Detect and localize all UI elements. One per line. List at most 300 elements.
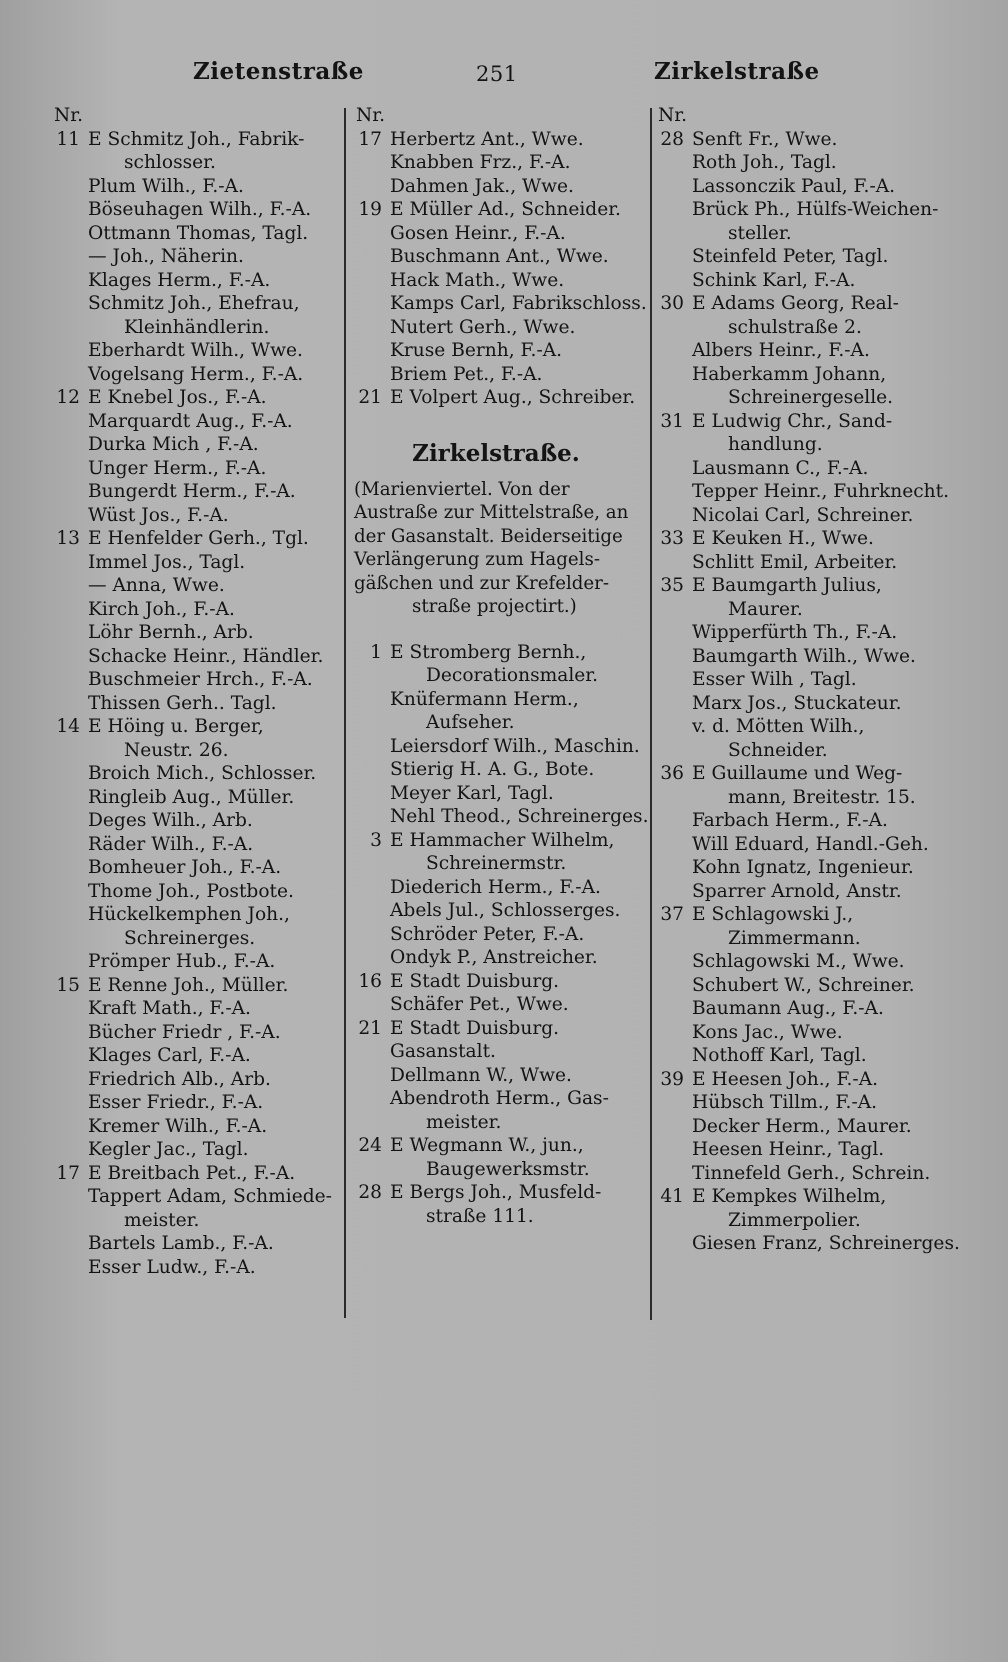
entry-text: Schäfer Pet., Wwe. — [390, 994, 569, 1015]
entry-text: Meyer Karl, Tagl. — [390, 782, 554, 804]
entry-text: E Schmitz Joh., Fabrik- — [88, 128, 305, 150]
house-number: 33 — [660, 528, 684, 549]
directory-entry-line — [652, 386, 948, 410]
entry-text: Hückelkemphen Joh., — [88, 904, 290, 925]
house-number: 39 — [660, 1068, 684, 1090]
entry-text: Löhr Bernh., Arb. — [88, 622, 254, 643]
entry-text: Thome Joh., Postbote. — [88, 880, 294, 902]
directory-entry-line — [48, 151, 338, 175]
spacer — [350, 619, 642, 641]
directory-entry-line — [350, 1205, 642, 1229]
directory-entry-line — [48, 1138, 338, 1162]
directory-entry-line — [350, 993, 642, 1017]
entry-continuation: Schreinermstr. — [426, 853, 567, 874]
directory-entry-line — [652, 198, 948, 222]
directory-entry-line — [48, 316, 338, 340]
directory-entry-line — [652, 762, 948, 786]
directory-entry-line — [652, 856, 948, 880]
directory-entry-line — [48, 1232, 338, 1256]
description-line: gäßchen und zur Krefelder- — [354, 572, 610, 594]
entry-text: Nutert Gerh., Wwe. — [390, 316, 576, 338]
entry-text: Schlitt Emil, Arbeiter. — [692, 551, 898, 573]
directory-entry-line — [652, 809, 948, 833]
directory-entry-line — [350, 386, 642, 410]
nr-label: Nr. — [54, 105, 84, 126]
entry-text: E Knebel Jos., F.-A. — [88, 387, 267, 408]
directory-entry-line — [48, 480, 338, 504]
entry-text: Marquardt Aug., F.-A. — [88, 410, 293, 432]
entry-text: E Stadt Duisburg. — [390, 970, 560, 992]
directory-entry-line — [350, 782, 642, 806]
entry-text: Vogelsang Herm., F.-A. — [88, 363, 304, 385]
directory-entry-line — [48, 1162, 338, 1186]
directory-entry-line — [652, 504, 948, 528]
directory-entry-line — [48, 410, 338, 434]
entry-text: E Keuken H., Wwe. — [692, 528, 874, 549]
directory-entry-line — [48, 762, 338, 786]
description-line: der Gasanstalt. Beiderseitige — [354, 525, 623, 547]
entry-continuation: straße 111. — [426, 1205, 534, 1227]
directory-entry-line — [48, 386, 338, 410]
entry-list — [350, 641, 649, 1229]
entry-text: Lassonczik Paul, F.-A. — [692, 175, 896, 197]
entry-continuation: Schreinerges. — [124, 927, 256, 949]
entry-text: Bücher Friedr , F.-A. — [88, 1021, 281, 1043]
entry-text: Baumann Aug., F.-A. — [692, 998, 884, 1019]
entry-continuation: Schreinergeselle. — [728, 387, 894, 408]
directory-entry-line — [350, 688, 642, 712]
directory-entry-line — [652, 833, 948, 857]
directory-entry-line — [350, 269, 642, 293]
directory-entry-line — [652, 1185, 948, 1209]
entry-text: Wüst Jos., F.-A. — [88, 504, 229, 526]
directory-entry-line — [652, 1068, 948, 1092]
directory-entry-line — [48, 715, 338, 739]
directory-entry-line — [350, 1017, 642, 1041]
house-number: 1 — [370, 641, 382, 663]
entry-text: E Volpert Aug., Schreiber. — [390, 387, 636, 408]
entry-text: E Breitbach Pet., F.-A. — [88, 1162, 296, 1184]
directory-entry-line — [350, 151, 642, 175]
entry-text: Tinnefeld Gerh., Schrein. — [692, 1162, 931, 1184]
directory-entry-line — [652, 1115, 948, 1139]
directory-entry-line — [350, 1040, 642, 1064]
entry-text: Hübsch Tillm., F.-A. — [692, 1092, 878, 1113]
directory-entry-line — [652, 739, 948, 763]
entry-text: E Hammacher Wilhelm, — [390, 829, 615, 851]
entry-text: Dahmen Jak., Wwe. — [390, 175, 574, 197]
entry-text: E Baumgarth Julius, — [692, 575, 882, 596]
directory-entry-line — [652, 457, 948, 481]
entry-text: Kirch Joh., F.-A. — [88, 598, 235, 620]
directory-entry-line — [652, 480, 948, 504]
directory-entry-line — [48, 292, 338, 316]
directory-entry-line — [48, 198, 338, 222]
entry-text: Kraft Math., F.-A. — [88, 998, 251, 1019]
entry-text: E Ludwig Chr., Sand- — [692, 410, 893, 432]
house-number: 17 — [358, 128, 382, 150]
column-1 — [48, 104, 338, 1279]
directory-entry-line — [350, 641, 642, 665]
directory-entry-line — [48, 222, 338, 246]
entry-text: E Wegmann W., jun., — [390, 1135, 584, 1156]
entry-text: Schacke Heinr., Händler. — [88, 645, 324, 667]
entry-list — [350, 128, 647, 410]
street-description — [350, 478, 642, 619]
entry-text: Leiersdorf Wilh., Maschin. — [390, 735, 640, 757]
directory-entry-line — [652, 551, 948, 575]
entry-continuation: mann, Breitestr. 15. — [728, 786, 916, 808]
directory-entry-line — [48, 739, 338, 763]
directory-entry-line — [350, 876, 642, 900]
entry-text: Klages Carl, F.-A. — [88, 1045, 251, 1066]
house-number: 14 — [56, 716, 80, 737]
directory-entry-line — [350, 946, 642, 970]
directory-entry-line — [652, 668, 948, 692]
entry-text: Diederich Herm., F.-A. — [390, 876, 601, 898]
entry-text: E Höing u. Berger, — [88, 716, 264, 737]
directory-entry-line — [652, 997, 948, 1021]
entry-text: Eberhardt Wilh., Wwe. — [88, 340, 303, 361]
directory-entry-line — [652, 363, 948, 387]
description-line: Verlängerung zum Hagels- — [354, 549, 600, 570]
directory-entry-line — [48, 269, 338, 293]
directory-entry-line — [350, 363, 642, 387]
entry-continuation: Baugewerksmstr. — [426, 1158, 590, 1180]
directory-entry-line — [350, 899, 642, 923]
entry-text: E Müller Ad., Schneider. — [390, 199, 621, 220]
directory-entry-line — [350, 664, 642, 688]
entry-text: Kremer Wilh., F.-A. — [88, 1115, 268, 1137]
entry-text: Nicolai Carl, Schreiner. — [692, 504, 914, 526]
directory-entry-line — [48, 1115, 338, 1139]
entry-text: Abendroth Herm., Gas- — [390, 1088, 609, 1109]
directory-entry-line — [652, 1138, 948, 1162]
entry-text: Hack Math., Wwe. — [390, 269, 565, 291]
directory-entry-line — [652, 1232, 960, 1256]
nr-label: Nr. — [658, 105, 688, 126]
entry-text: Broich Mich., Schlosser. — [88, 763, 317, 784]
entry-text: Bartels Lamb., F.-A. — [88, 1233, 274, 1254]
directory-entry-line — [652, 598, 948, 622]
entry-text: Roth Joh., Tagl. — [692, 152, 837, 173]
directory-entry-line — [48, 903, 338, 927]
directory-entry-line — [48, 621, 338, 645]
entry-text: Stierig H. A. G., Bote. — [390, 759, 595, 780]
entry-text: Lausmann C., F.-A. — [692, 457, 869, 479]
directory-entry-line — [350, 1158, 642, 1182]
directory-entry-line — [350, 175, 642, 199]
entry-text: Unger Herm., F.-A. — [88, 457, 267, 479]
entry-text: E Guillaume und Weg- — [692, 763, 903, 784]
directory-entry-line — [48, 128, 338, 152]
entry-continuation: steller. — [728, 222, 792, 244]
directory-entry-line — [652, 410, 948, 434]
entry-text: Deges Wilh., Arb. — [88, 810, 253, 831]
entry-continuation: schlosser. — [124, 152, 216, 173]
directory-entry-line — [48, 527, 338, 551]
entry-text: Knabben Frz., F.-A. — [390, 152, 571, 173]
entry-text: Schink Karl, F.-A. — [692, 269, 856, 291]
directory-entry-line — [652, 1162, 948, 1186]
entry-text: Bomheuer Joh., F.-A. — [88, 857, 282, 878]
entry-text: Buschmann Ant., Wwe. — [390, 246, 609, 267]
house-number: 16 — [358, 970, 382, 992]
directory-entry-line — [350, 198, 642, 222]
entry-text: Tepper Heinr., Fuhrknecht. — [692, 481, 950, 502]
house-number: 11 — [56, 128, 80, 150]
house-number: 28 — [660, 128, 684, 150]
entry-text: Schlagowski M., Wwe. — [692, 951, 905, 972]
description-line: Austraße zur Mittelstraße, an — [354, 502, 629, 523]
directory-entry-line — [350, 758, 642, 782]
entry-text: Kruse Bernh, F.-A. — [390, 340, 563, 361]
directory-entry-line — [350, 245, 642, 269]
running-head-right: Zirkelstraße — [654, 58, 820, 85]
entry-text: E Bergs Joh., Musfeld- — [390, 1182, 602, 1203]
house-number: 28 — [358, 1182, 382, 1203]
directory-entry-line — [48, 598, 338, 622]
entry-text: E Schlagowski J., — [692, 904, 854, 925]
directory-entry-line — [48, 551, 338, 575]
entry-text: E Stadt Duisburg. — [390, 1017, 560, 1039]
directory-entry-line — [652, 269, 948, 293]
running-head-left: Zietenstraße — [193, 58, 364, 85]
directory-entry-line — [350, 711, 642, 735]
entry-text: Schröder Peter, F.-A. — [390, 923, 585, 945]
entry-text: Haberkamm Johann, — [692, 363, 887, 385]
house-number: 3 — [370, 829, 382, 851]
directory-entry-line — [350, 339, 642, 363]
directory-entry-line — [48, 786, 338, 810]
house-number: 19 — [358, 199, 382, 220]
entry-text: Heesen Heinr., Tagl. — [692, 1139, 885, 1160]
directory-entry-line — [350, 970, 642, 994]
entry-text: Will Eduard, Handl.-Geh. — [692, 833, 929, 855]
directory-entry-line — [48, 668, 338, 692]
entry-text: Schmitz Joh., Ehefrau, — [88, 293, 300, 314]
nr-label: Nr. — [356, 105, 386, 126]
entry-list — [652, 128, 960, 1256]
directory-entry-line — [350, 1064, 642, 1088]
entry-text: E Adams Georg, Real- — [692, 293, 899, 314]
entry-continuation: schulstraße 2. — [728, 316, 862, 338]
entry-text: Nehl Theod., Schreinerges. — [390, 806, 649, 827]
entry-text: Brück Ph., Hülfs-Weichen- — [692, 199, 939, 220]
house-number: 24 — [358, 1135, 382, 1156]
directory-entry-line — [350, 292, 647, 316]
directory-entry-line — [350, 222, 642, 246]
directory-entry-line — [350, 1111, 642, 1135]
house-number: 31 — [660, 410, 684, 432]
entry-continuation: Zimmerpolier. — [728, 1209, 861, 1231]
entry-continuation: Zimmermann. — [728, 927, 861, 949]
directory-entry-line — [350, 735, 642, 759]
directory-entry-line — [350, 829, 642, 853]
entry-continuation: meister. — [124, 1209, 200, 1231]
entry-continuation: meister. — [426, 1111, 502, 1133]
entry-text: v. d. Mötten Wilh., — [692, 716, 865, 737]
entry-text: Steinfeld Peter, Tagl. — [692, 246, 889, 267]
directory-entry-line — [652, 433, 948, 457]
entry-text: Kegler Jac., Tagl. — [88, 1139, 249, 1160]
entry-text: Esser Ludw., F.-A. — [88, 1256, 256, 1278]
house-number: 21 — [358, 387, 382, 408]
directory-entry-line — [652, 222, 948, 246]
entry-continuation: Aufseher. — [426, 712, 515, 733]
directory-entry-line — [48, 809, 338, 833]
entry-text: E Kempkes Wilhelm, — [692, 1186, 887, 1207]
directory-entry-line — [48, 339, 338, 363]
page-number: 251 — [476, 62, 518, 86]
entry-text: Kons Jac., Wwe. — [692, 1021, 843, 1043]
directory-entry-line — [652, 151, 948, 175]
directory-entry-line — [48, 1209, 338, 1233]
entry-text: Sparrer Arnold, Anstr. — [692, 880, 902, 902]
entry-text: Schubert W., Schreiner. — [692, 974, 915, 996]
entry-continuation: Kleinhändlerin. — [124, 316, 270, 338]
entry-text: Giesen Franz, Schreinerges. — [692, 1233, 960, 1254]
house-number: 41 — [660, 1186, 684, 1207]
description-line: straße projectirt.) — [412, 596, 577, 617]
house-number: 36 — [660, 763, 684, 784]
directory-entry-line — [48, 950, 338, 974]
directory-entry-line — [48, 504, 338, 528]
column-2 — [350, 104, 649, 1228]
directory-entry-line — [652, 1209, 948, 1233]
house-number: 15 — [56, 974, 80, 996]
section-title: Zirkelstraße. — [412, 439, 580, 467]
entry-text: Briem Pet., F.-A. — [390, 363, 543, 385]
entry-text: Tappert Adam, Schmiede- — [88, 1186, 332, 1207]
entry-text: Nothoff Karl, Tagl. — [692, 1045, 867, 1066]
entry-text: Prömper Hub., F.-A. — [88, 951, 276, 972]
directory-entry-line — [652, 927, 948, 951]
house-number: 17 — [56, 1162, 80, 1184]
description-line: (Marienviertel. Von der — [354, 478, 570, 500]
entry-text: Klages Herm., F.-A. — [88, 269, 271, 291]
entry-text: Senft Fr., Wwe. — [692, 128, 838, 150]
house-number: 13 — [56, 528, 80, 549]
directory-entry-line — [48, 692, 338, 716]
entry-continuation: Neustr. 26. — [124, 739, 229, 761]
entry-text: E Stromberg Bernh., — [390, 641, 587, 663]
entry-text: Ondyk P., Anstreicher. — [390, 947, 598, 968]
directory-entry-line — [48, 1044, 338, 1068]
directory-entry-line — [652, 974, 948, 998]
entry-text: Esser Friedr., F.-A. — [88, 1092, 264, 1113]
entry-continuation: Schneider. — [728, 739, 828, 761]
directory-entry-line — [652, 316, 948, 340]
directory-entry-line — [652, 175, 948, 199]
directory-entry-line — [652, 621, 948, 645]
column-3 — [652, 104, 960, 1256]
entry-text: — Anna, Wwe. — [88, 575, 225, 596]
entry-text: Herbertz Ant., Wwe. — [390, 128, 584, 150]
entry-text: Albers Heinr., F.-A. — [692, 340, 870, 361]
column-divider — [344, 108, 346, 1318]
directory-entry-line — [652, 1091, 948, 1115]
entry-text: Kohn Ignatz, Ingenieur. — [692, 857, 914, 878]
entry-text: Dellmann W., Wwe. — [390, 1064, 572, 1086]
directory-entry-line — [652, 645, 948, 669]
entry-text: Ottmann Thomas, Tagl. — [88, 222, 309, 244]
directory-entry-line — [652, 715, 948, 739]
directory-entry-line — [350, 923, 642, 947]
directory-entry-line — [48, 1091, 338, 1115]
entry-list — [48, 128, 338, 1280]
entry-text: Wipperfürth Th., F.-A. — [692, 622, 898, 643]
directory-entry-line — [652, 527, 948, 551]
house-number: 12 — [56, 387, 80, 408]
entry-text: Abels Jul., Schlosserges. — [390, 900, 621, 921]
directory-entry-line — [652, 339, 948, 363]
directory-entry-line — [48, 880, 338, 904]
directory-entry-line — [48, 645, 338, 669]
directory-entry-line — [652, 574, 948, 598]
directory-entry-line — [48, 457, 338, 481]
directory-entry-line — [652, 786, 948, 810]
directory-entry-line — [48, 363, 338, 387]
entry-text: E Renne Joh., Müller. — [88, 974, 289, 996]
directory-entry-line — [48, 245, 338, 269]
entry-text: E Henfelder Gerh., Tgl. — [88, 528, 309, 549]
house-number: 37 — [660, 904, 684, 925]
entry-continuation: Maurer. — [728, 598, 803, 620]
entry-text: Esser Wilh , Tagl. — [692, 669, 857, 690]
entry-text: Ringleib Aug., Müller. — [88, 786, 295, 808]
entry-text: Bungerdt Herm., F.-A. — [88, 481, 296, 502]
directory-entry-line — [350, 805, 649, 829]
entry-text: Marx Jos., Stuckateur. — [692, 692, 902, 714]
house-number: 35 — [660, 575, 684, 596]
entry-continuation: handlung. — [728, 434, 823, 455]
directory-entry-line — [652, 292, 948, 316]
entry-text: Immel Jos., Tagl. — [88, 551, 246, 573]
directory-entry-line — [350, 128, 642, 152]
directory-entry-line — [350, 1134, 642, 1158]
directory-entry-line — [652, 950, 948, 974]
directory-entry-line — [652, 880, 948, 904]
directory-entry-line — [48, 833, 338, 857]
directory-entry-line — [652, 903, 948, 927]
directory-entry-line — [48, 1021, 338, 1045]
house-number: 21 — [358, 1017, 382, 1039]
directory-entry-line — [652, 692, 948, 716]
entry-continuation: Decorationsmaler. — [426, 665, 599, 686]
directory-entry-line — [48, 856, 338, 880]
directory-entry-line — [48, 574, 338, 598]
entry-text: Gasanstalt. — [390, 1041, 496, 1062]
entry-text: Baumgarth Wilh., Wwe. — [692, 645, 916, 667]
entry-text: Kamps Carl, Fabrikschloss. — [390, 293, 647, 314]
entry-text: Durka Mich , F.-A. — [88, 434, 259, 455]
directory-entry-line — [350, 852, 642, 876]
entry-text: Gosen Heinr., F.-A. — [390, 222, 566, 244]
directory-entry-line — [350, 1087, 642, 1111]
directory-entry-line — [350, 1181, 642, 1205]
entry-text: E Heesen Joh., F.-A. — [692, 1068, 879, 1090]
directory-entry-line — [48, 433, 338, 457]
entry-text: Farbach Herm., F.-A. — [692, 810, 888, 831]
entry-text: Böseuhagen Wilh., F.-A. — [88, 199, 312, 220]
directory-entry-line — [48, 927, 338, 951]
directory-entry-line — [652, 245, 948, 269]
entry-text: Knüfermann Herm., — [390, 688, 579, 710]
directory-entry-line — [652, 1021, 948, 1045]
entry-text: Decker Herm., Maurer. — [692, 1115, 912, 1137]
entry-text: — Joh., Näherin. — [88, 246, 244, 267]
